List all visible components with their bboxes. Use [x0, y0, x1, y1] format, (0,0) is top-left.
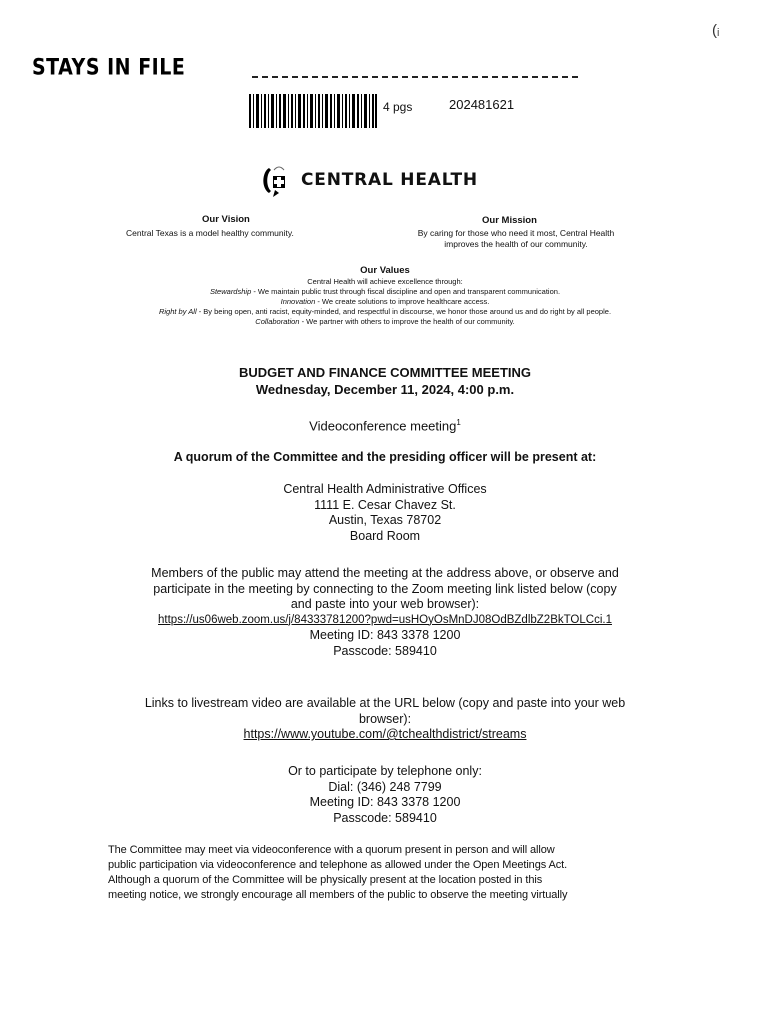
livestream-link[interactable]: https://www.youtube.com/@tchealthdistrict/streams	[243, 727, 527, 741]
closing-line-3: Although a quorum of the Committee will be physically present at the location posted in this	[108, 874, 543, 886]
closing-line-1: The Committee may meet via videoconference with a quorum present in person and will allow	[108, 844, 555, 856]
right-by-all-label: Right by All	[158, 307, 197, 316]
document-number: 202481621	[449, 97, 515, 112]
page-count: 4 pgs	[383, 100, 413, 114]
logo-text: CENTRAL HEALTH	[301, 170, 478, 190]
closing-paragraph	[108, 843, 628, 903]
meeting-title: BUDGET AND FINANCE COMMITTEE MEETING	[238, 365, 531, 380]
meeting-type	[60, 415, 710, 434]
value-collaboration	[60, 317, 710, 327]
address-line-4: Board Room	[349, 528, 421, 543]
corner-mark: (ᵢ	[712, 22, 720, 39]
closing-line-4: meeting notice, we strongly encourage all members of the public to observe the meeting virtually	[108, 889, 568, 901]
zoom-passcode: Passcode: 589410	[333, 643, 437, 658]
value-stewardship	[60, 287, 710, 297]
value-innovation	[60, 297, 710, 307]
vision-heading: Our Vision	[202, 214, 250, 225]
collaboration-label: Collaboration	[255, 317, 300, 326]
meeting-type-text: Videoconference meeting	[309, 418, 457, 434]
innovation-label: Innovation	[280, 297, 316, 306]
livestream-block	[60, 696, 710, 743]
livestream-line-1: Links to livestream video are available at the URL below (copy and paste into your web	[144, 696, 626, 710]
values-section	[60, 265, 710, 327]
livestream-line-2: browser):	[358, 711, 412, 726]
telephone-passcode: Passcode: 589410	[333, 810, 437, 825]
stays-in-file-stamp: STAYS IN FILE	[32, 55, 186, 81]
public-line-2: participate in the meeting by connecting to the Zoom meeting link listed below (copy	[153, 581, 617, 596]
central-health-logo	[259, 162, 478, 198]
telephone-meeting-id: Meeting ID: 843 3378 1200	[309, 795, 461, 809]
address-block	[60, 482, 710, 544]
mission-line-2: improves the health of our community.	[444, 239, 588, 249]
footnote-mark: 1	[456, 418, 461, 427]
vision-text: Central Texas is a model healthy community.	[126, 228, 294, 238]
mission-line-1: By caring for those who need it most, Central Health	[417, 228, 615, 238]
closing-line-2: public participation via videoconference and telephone as allowed under the Open Meetings Act.	[108, 859, 568, 871]
telephone-dial: Dial: (346) 248 7799	[328, 779, 442, 794]
logo-icon	[259, 162, 293, 198]
zoom-link[interactable]: https://us06web.zoom.us/j/84333781200?pwd=usHOyOsMnDJ08OdBZdlbZ2BkTOLCci.1	[158, 613, 612, 626]
dashed-rule	[252, 76, 578, 78]
public-line-1: Members of the public may attend the meeting at the address above, or observe and	[151, 566, 619, 580]
address-line-1: Central Health Administrative Offices	[283, 482, 487, 496]
meeting-title-block	[60, 364, 710, 398]
stewardship-text: - We maintain public trust through fiscal discipline and open and transparent communication.	[251, 287, 561, 296]
address-line-2: 1111 E. Cesar Chavez St.	[314, 497, 456, 512]
zoom-meeting-id: Meeting ID: 843 3378 1200	[309, 628, 461, 642]
stewardship-label: Stewardship	[209, 287, 252, 296]
mission-heading: Our Mission	[482, 215, 537, 226]
public-line-3: and paste into your web browser):	[290, 597, 480, 611]
public-participation	[60, 566, 710, 659]
values-intro: Central Health will achieve excellence through:	[307, 277, 463, 286]
quorum-statement: A quorum of the Committee and the presiding officer will be present at:	[173, 450, 597, 464]
address-line-3: Austin, Texas 78702	[328, 513, 442, 527]
barcode	[249, 94, 377, 128]
right-by-all-text: - By being open, anti racist, equity-minded, and respectful in discourse, we honor those around us and do right by all people.	[196, 307, 612, 316]
meeting-datetime: Wednesday, December 11, 2024, 4:00 p.m.	[255, 382, 515, 397]
value-right-by-all	[60, 307, 710, 317]
telephone-block	[60, 764, 710, 826]
values-heading: Our Values	[360, 265, 410, 276]
telephone-intro: Or to participate by telephone only:	[288, 764, 482, 778]
mission-text	[396, 228, 636, 250]
innovation-text: - We create solutions to improve healthcare access.	[315, 297, 490, 306]
collaboration-text: - We partner with others to improve the health of our community.	[299, 317, 515, 326]
